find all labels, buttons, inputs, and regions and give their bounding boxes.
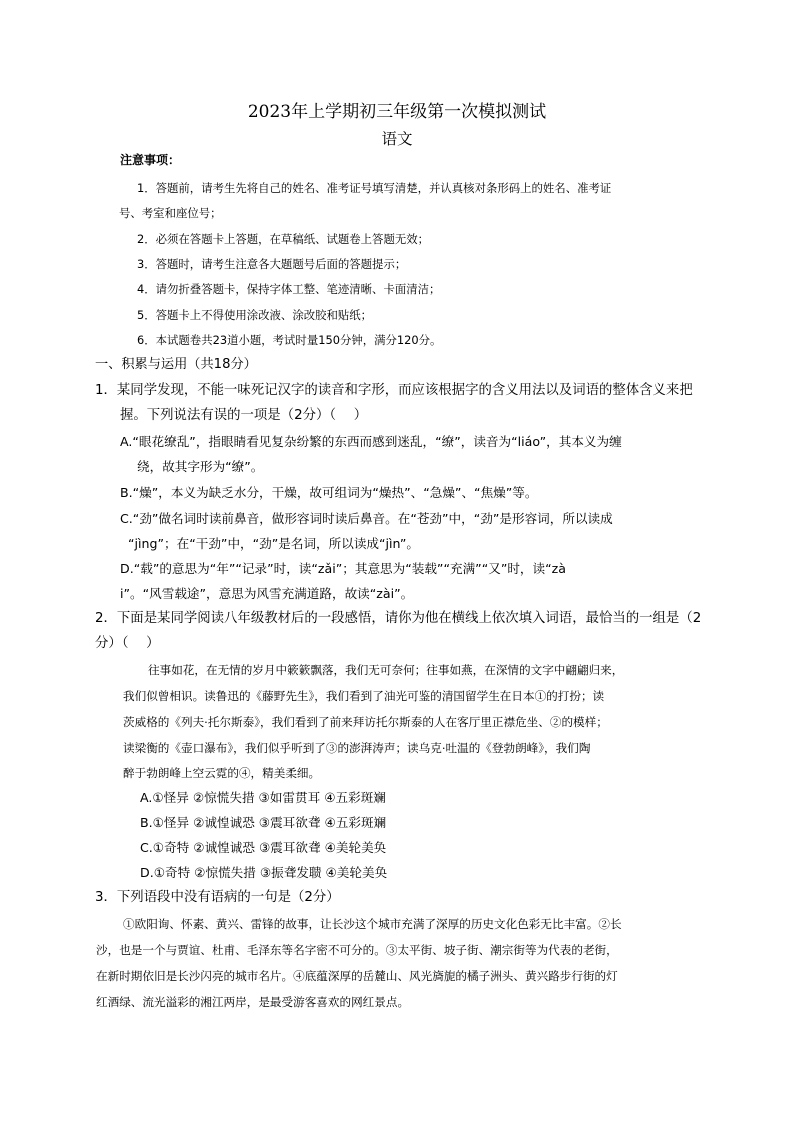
question-stem: 2．下面是某同学阅读八年级教材后的一段感悟，请你为他在横线上依次填入词语，最恰当的一组是（2 [95,611,702,626]
notice-line: 5．答题卡上不得使用涂改液、涂改胶和贴纸； [137,308,373,322]
passage-line: 沙，也是一个与贾谊、杜甫、毛泽东等名字密不可分的。③太平街、坡子街、潮宗街等为代表的老街， [96,943,618,957]
passage-line: 红酒绿、流光溢彩的湘江两岸，是最受游客喜欢的网红景点。 [96,995,410,1009]
passage-line: 在新时期依旧是长沙闪亮的城市名片。④底蕴深厚的岳麓山、风光旖旎的橘子洲头、黄兴路步行街的灯 [96,969,618,983]
passage-line: 茨威格的《列夫·托尔斯泰》，我们看到了前来拜访托尔斯泰的人在客厅里正襟危坐、②的模样； [123,715,608,729]
notice-line: 6．本试题卷共23道小题，考试时量150分钟，满分120分。 [137,333,442,347]
choice-line: B.①怪异 ②诚惶诚恐 ③震耳欲聋 ④五彩斑斓 [140,815,387,830]
passage-line: 醉于勃朗峰上空云霓的④，精美柔细。 [123,766,321,780]
passage-line: 读梁衡的《壶口瀑布》，我们似乎听到了③的澎湃涛声；读乌克·吐温的《登勃朗峰》，我们陶 [123,741,591,755]
option-line: A.“眼花缭乱”，指眼睛看见复杂纷繁的东西而感到迷乱，“缭”，读音为“liáo”，其本义为缠 [120,434,622,449]
choice-line: D.①奇特 ②惊慌失措 ③振聋发聩 ④美轮美奂 [140,865,388,880]
notice-line: 1．答题前，请考生先将自己的姓名、准考证号填写清楚，并认真核对条形码上的姓名、准考证 [137,181,612,195]
option-line: i”。“风雪载途”，意思为风雪充满道路，故读“zài”。 [120,586,414,601]
question-stem: 1．某同学发现，不能一味死记汉字的读音和字形，而应该根据字的含义用法以及词语的整体含义来把 [95,383,693,398]
choice-line: A.①怪异 ②惊慌失措 ③如雷贯耳 ④五彩斑斓 [140,790,386,805]
passage-line: ①欧阳询、怀素、黄兴、雷锋的故事，让长沙这个城市充满了深厚的历史文化色彩无比丰富。②长 [123,917,622,931]
question-stem: 3．下列语段中没有语病的一句是（2分） [95,890,340,905]
choice-line: C.①奇特 ②诚惶诚恐 ③震耳欲聋 ④美轮美奂 [140,840,387,855]
section-heading: 一、积累与运用（共18分） [95,357,257,372]
notices-heading: 注意事项： [120,153,181,167]
option-line: C.“劲”做名词时读前鼻音，做形容词时读后鼻音。在“苍劲”中，“劲”是形容词，所以读成 [120,511,613,526]
option-line: 绕，故其字形为“缭”。 [137,459,264,474]
question-stem: 握。下列说法有误的一项是（2分）（ ） [120,408,368,423]
passage-line: 我们似曾相识。读鲁迅的《藤野先生》，我们看到了油光可鉴的清国留学生在日本①的打扮；读 [123,689,605,703]
notice-line: 3．答题时，请考生注意各大题题号后面的答题提示； [137,257,407,271]
option-line: D.“载”的意思为“年”“记录”时，读“zǎi”；其意思为“装载”“充满”“又”时，读“zà [120,561,566,576]
option-line: B.“燥”，本义为缺乏水分，干燥，故可组词为“燥热”、“急燥”、“焦燥”等。 [120,485,538,500]
passage-line: 往事如花，在无情的岁月中簌簌飘落，我们无可奈何；往事如燕，在深情的文字中翩翩归来， [148,663,624,677]
option-line: “jìng”；在“干劲”中，“劲”是名词，所以读成“jìn”。 [128,536,419,551]
exam-subject: 语文 [381,130,413,148]
question-stem: 分）（ ） [95,636,160,651]
exam-title: 2023年上学期初三年级第一次模拟测试 [247,102,547,122]
notice-line: 4．请勿折叠答题卡，保持字体工整、笔迹清晰、卡面清洁； [137,282,441,296]
notice-line: 号、考室和座位号； [119,206,222,220]
notice-line: 2．必须在答题卡上答题，在草稿纸、试题卷上答题无效； [137,232,430,246]
